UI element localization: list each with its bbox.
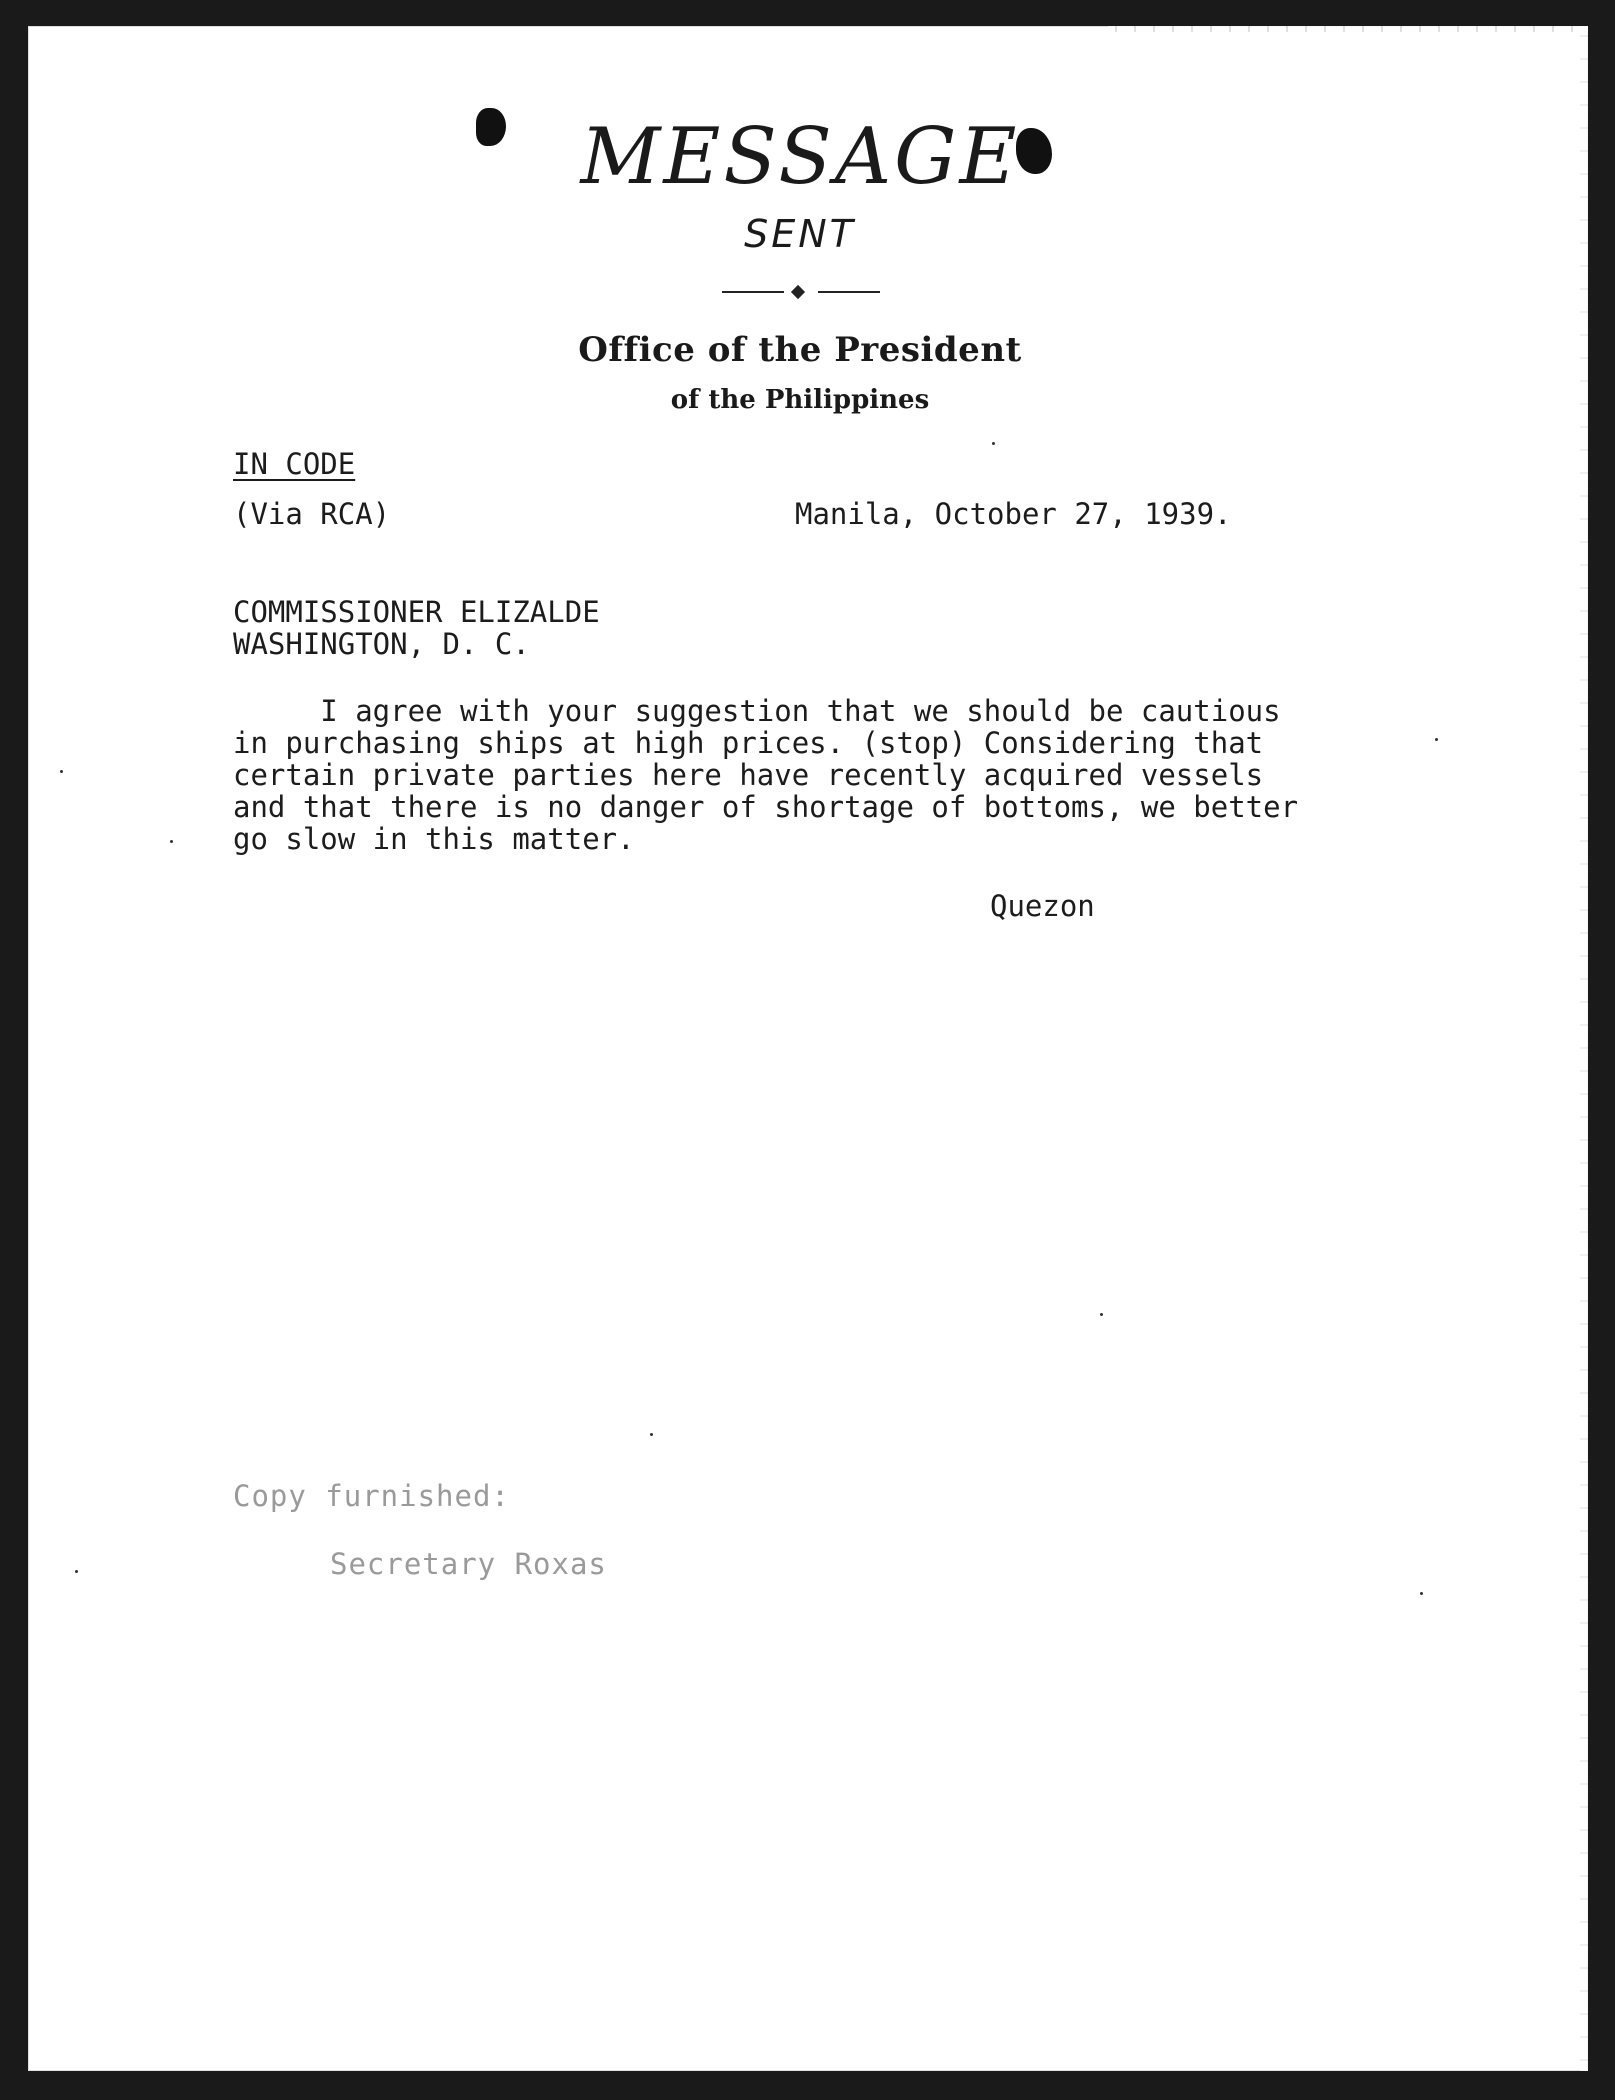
scan-edge-noise-top: [1108, 26, 1588, 32]
letterhead-subtitle: SENT: [744, 212, 856, 256]
office-name: Office of the President: [578, 330, 1022, 370]
body-line: and that there is no danger of shortage of bottoms, we better: [233, 790, 1299, 824]
body-line: I agree with your suggestion that we should be cautious: [233, 694, 1281, 728]
copy-furnished-label: Copy furnished:: [233, 1479, 510, 1513]
route-label: (Via RCA): [233, 497, 391, 531]
scan-speck: [1100, 1313, 1103, 1316]
scan-speck: [650, 1433, 653, 1436]
scan-edge-noise: [1580, 26, 1588, 2071]
scan-speck: [170, 840, 173, 843]
classification-label: IN CODE: [233, 447, 356, 481]
addressee-location: WASHINGTON, D. C.: [233, 627, 530, 661]
letterhead-title: MESSAGE: [580, 112, 1020, 202]
ornament-divider: [722, 287, 880, 297]
divider-line: [722, 291, 784, 293]
scan-speck: [1420, 1592, 1423, 1595]
divider-line: [818, 291, 880, 293]
body-line: certain private parties here have recently acquired vessels: [233, 758, 1264, 792]
copy-furnished-recipient: Secretary Roxas: [330, 1547, 607, 1581]
scan-speck: [1435, 738, 1438, 741]
body-line: in purchasing ships at high prices. (stop) Considering that: [233, 726, 1264, 760]
scan-speck: [60, 770, 63, 773]
place-date: Manila, October 27, 1939.: [795, 497, 1232, 531]
signature: Quezon: [990, 889, 1095, 923]
scan-speck: [992, 442, 995, 445]
scan-speck: [75, 1570, 78, 1573]
divider-diamond: [791, 285, 805, 299]
office-country: of the Philippines: [670, 385, 930, 415]
addressee-name: COMMISSIONER ELIZALDE: [233, 595, 600, 629]
body-line: go slow in this matter.: [233, 822, 635, 856]
